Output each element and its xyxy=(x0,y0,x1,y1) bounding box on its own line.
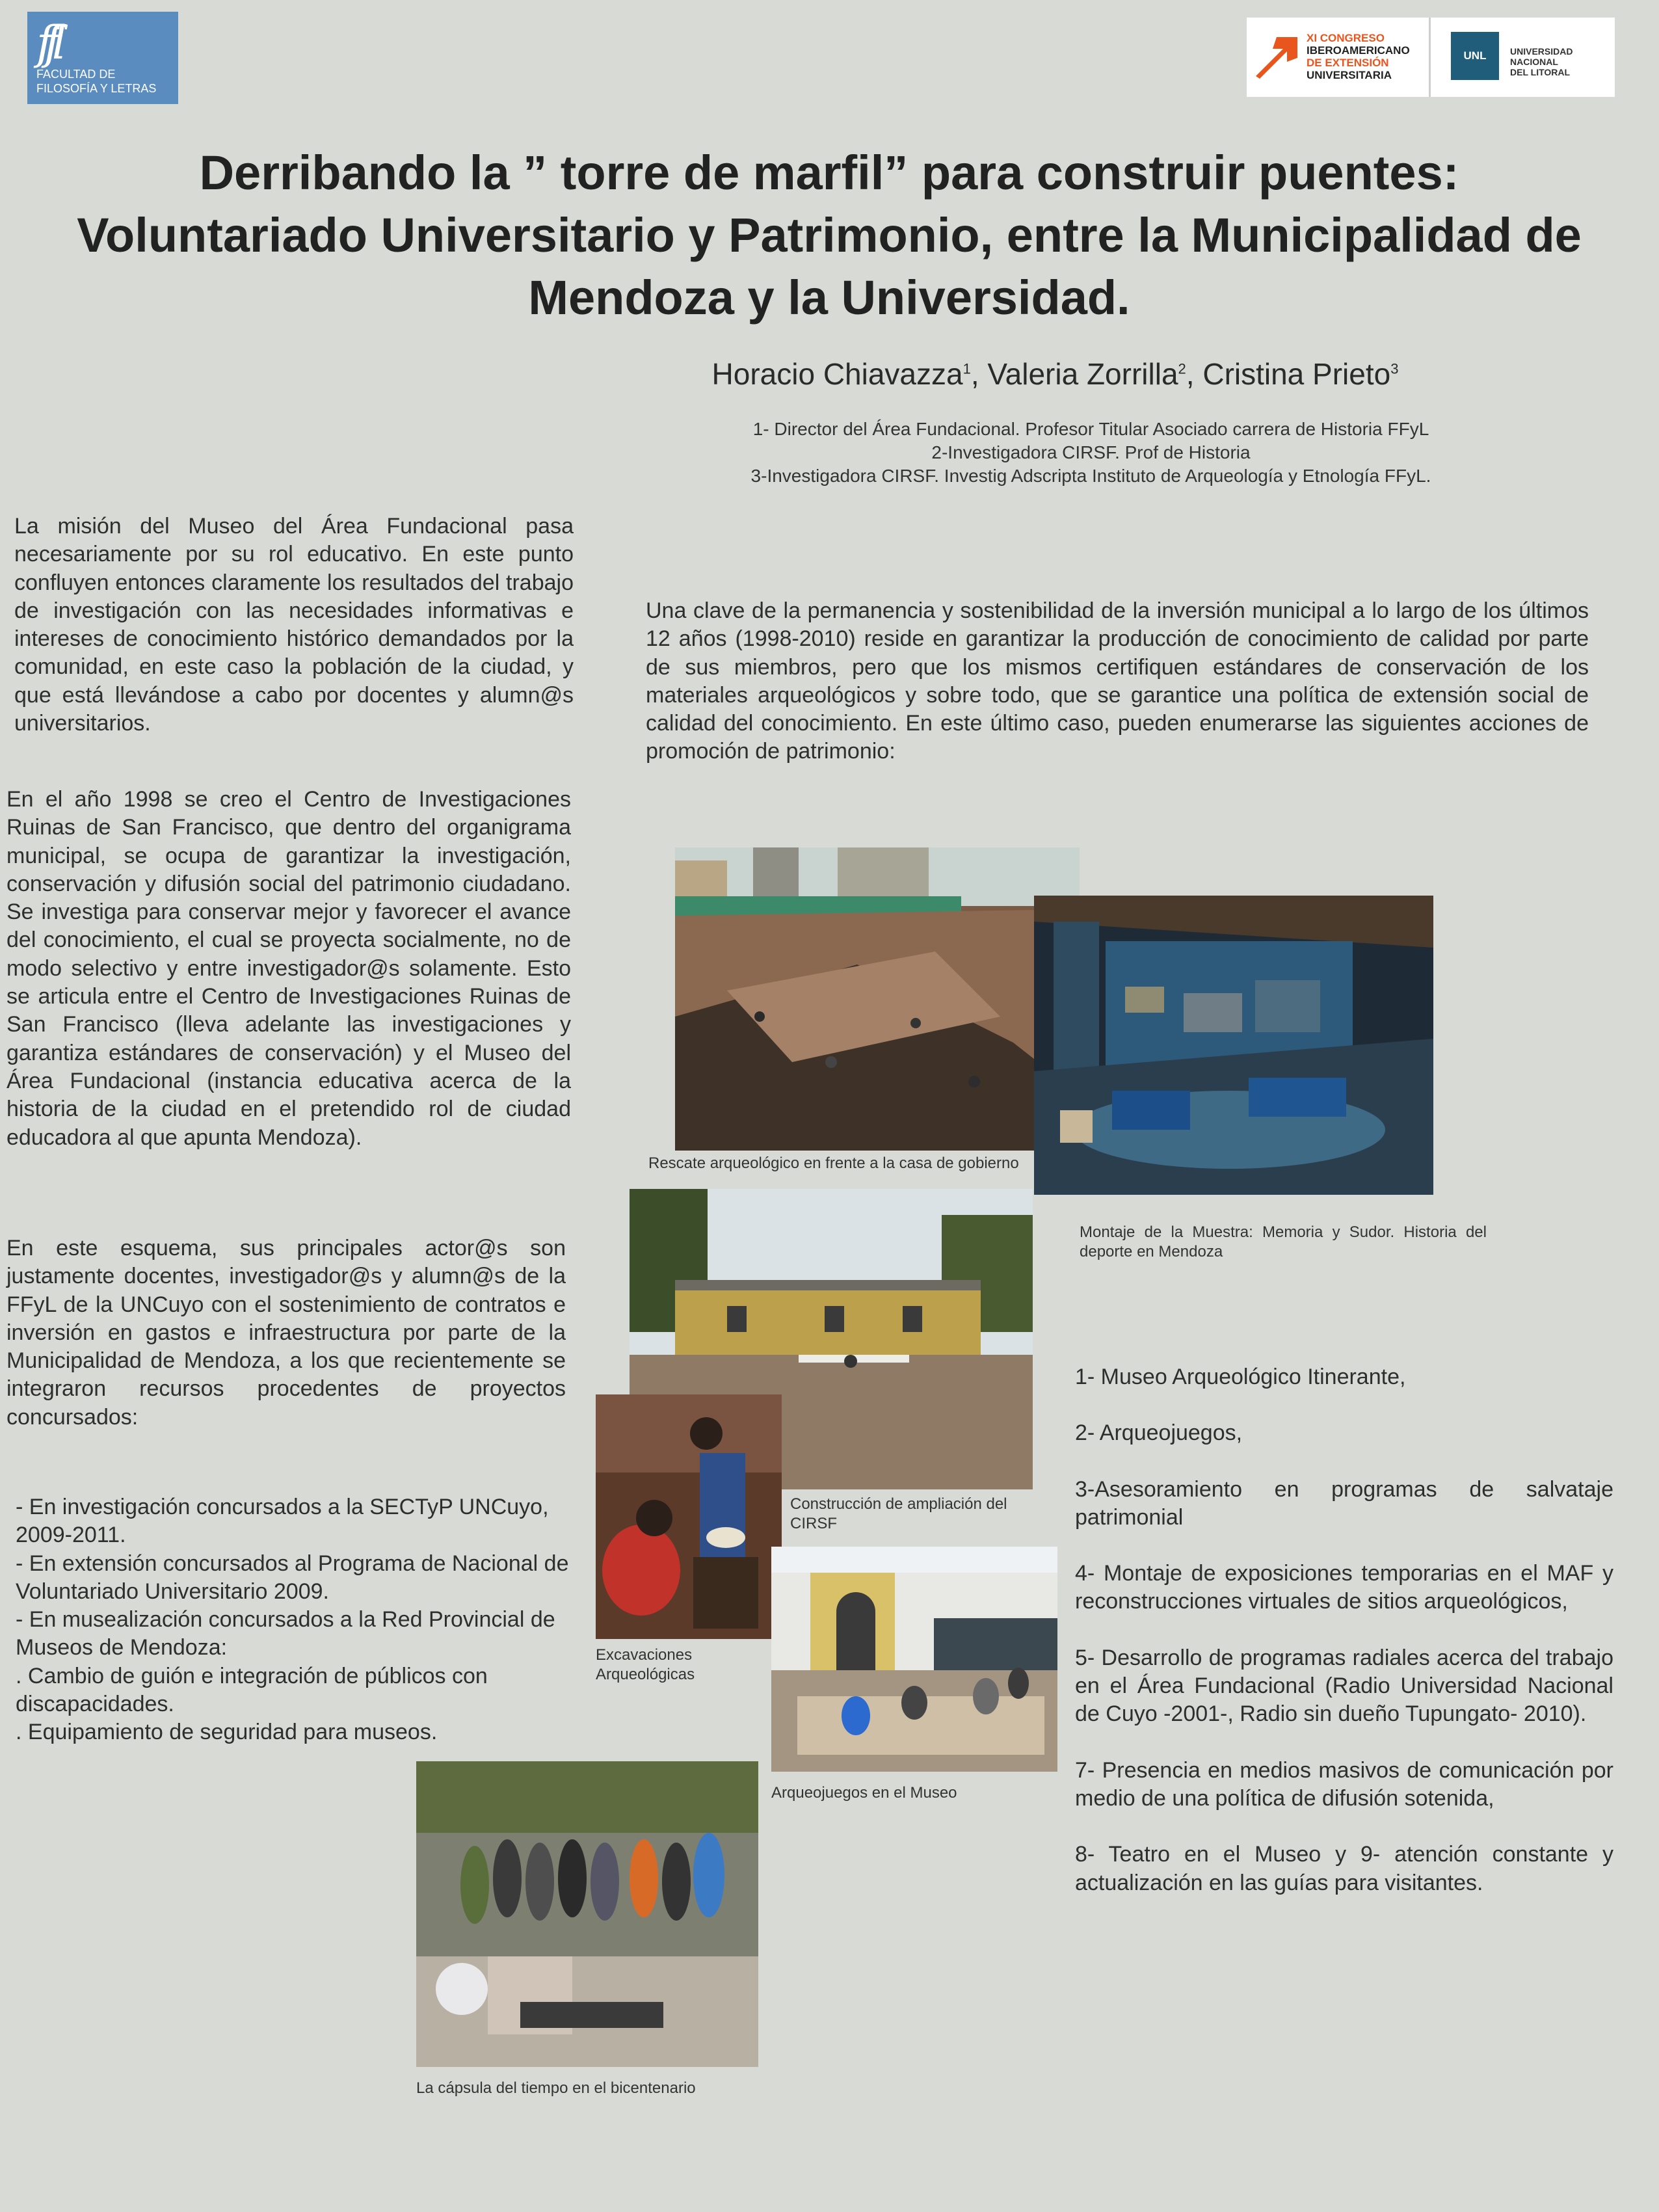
congress-line4: UNIVERSITARIA xyxy=(1307,69,1392,81)
list-item: - En investigación concursados a la SECTyP UNCuyo, 2009-2011. xyxy=(16,1495,549,1548)
actions-list xyxy=(1075,1363,1613,1925)
list-item: . Cambio de guión e integración de públicos con discapacidades. xyxy=(16,1663,488,1717)
ffyl-logo-mark: ffl xyxy=(36,16,58,70)
author-2-sup: 2 xyxy=(1178,360,1186,377)
ffyl-logo-line2: FILOSOFÍA Y LETRAS xyxy=(36,82,157,95)
photo-montaje xyxy=(1034,896,1433,1195)
unl-line1: UNIVERSIDAD NACIONAL xyxy=(1510,46,1573,67)
authors xyxy=(650,356,1460,392)
cirsf-paragraph: En el año 1998 se creo el Centro de Investigaciones Ruinas de San Francisco, que dentro del organigrama municipal, se ocupa de garantizar la investigación, conservación y difusión social del patrimonio ciudadano. Se investiga para conservar mejor y favorecer el avance del conocimiento, el cual se proyecta socialmente, no de modo selectivo y entre investigador@s solamente. Esto se articula entre el Centro de Investigaciones Ruinas de San Francisco (lleva adelante las investigaciones y garantiza estándares de conservación) y el Museo del Área Fundacional (instancia educativa acerca de la historia de la ciudad en el pretendido rol de ciudad educadora al que apunta Mendoza). xyxy=(7,787,571,1150)
ffyl-logo xyxy=(27,12,178,104)
congress-line3: DE EXTENSIÓN xyxy=(1307,57,1389,69)
photo-arqueojuegos xyxy=(771,1547,1057,1772)
author-sep: , xyxy=(970,357,988,391)
author-1: Horacio Chiavazza xyxy=(711,357,963,391)
author-1-sup: 1 xyxy=(962,360,971,377)
author-3-sup: 3 xyxy=(1390,360,1399,377)
author-3: Cristina Prieto xyxy=(1202,357,1391,391)
unl-logo-mark: UNL xyxy=(1451,32,1499,80)
actors-paragraph: En este esquema, sus principales actor@s son justamente docentes, investigador@s y alumn@s de la FFyL de la UNCuyo con el sostenimiento de contratos e inversión en gastos e infraestructura por parte de la Municipalidad de Mendoza, a los que recientemente se integraron recursos procedentes de proyectos concursados: xyxy=(7,1236,566,1430)
photo-rescate xyxy=(675,847,1080,1151)
list-item: 2- Arqueojuegos, xyxy=(1075,1420,1243,1446)
list-item: 4- Montaje de exposiciones temporarias en el MAF y reconstrucciones virtuales de sitios arqueológicos, xyxy=(1075,1561,1613,1614)
list-item: 5- Desarrollo de programas radiales acerca del trabajo en el Área Fundacional (Radio Universidad Nacional de Cuyo -2001-, Radio sin dueño Tupungato- 2010). xyxy=(1075,1645,1613,1727)
caption-arqueojuegos: Arqueojuegos en el Museo xyxy=(771,1784,957,1802)
caption-excavaciones: Excavaciones Arqueológicas xyxy=(596,1646,695,1683)
affiliation-1: 1- Director del Área Fundacional. Profesor Titular Asociado carrera de Historia FFyL xyxy=(752,419,1429,439)
title-line2: Voluntariado Universitario y Patrimonio, entre la Municipalidad de xyxy=(77,208,1582,262)
congress-logo-text xyxy=(1307,32,1410,81)
sustainability-paragraph: Una clave de la permanencia y sostenibilidad de la inversión municipal a lo largo de los últimos 12 años (1998-2010) reside en garantizar la producción de conocimiento de calidad por parte de sus miembros, pero que los mismos certifiquen estándares de conservación de los materiales arqueológicos y sobre todo, que se garantice una política de extensión social de calidad del conocimiento. En este último caso, pueden enumerarse las siguientes acciones de promoción de patrimonio: xyxy=(646,598,1589,764)
caption-capsula: La cápsula del tiempo en el bicentenario xyxy=(416,2079,696,2097)
affiliation-2: 2-Investigadora CIRSF. Prof de Historia xyxy=(931,442,1251,462)
projects-list xyxy=(16,1493,576,1747)
unl-logo-text xyxy=(1510,46,1615,77)
caption-construccion: Construcción de ampliación del CIRSF xyxy=(790,1495,1007,1532)
affiliations xyxy=(650,418,1532,488)
mission-paragraph: La misión del Museo del Área Fundacional pasa necesariamente por su rol educativo. En este punto confluyen entonces claramente los resultados del trabajo de investigación con las necesidades informativas e intereses de conocimiento histórico demandados por la comunidad, en este caso la población de la ciudad, y que está llevándose a cabo por docentes y alumn@s universitarios. xyxy=(14,514,574,736)
list-item: 3-Asesoramiento en programas de salvataje patrimonial xyxy=(1075,1476,1613,1530)
arrow-icon xyxy=(1251,29,1303,81)
ffyl-logo-line1: FACULTAD DE xyxy=(36,68,116,81)
congress-line1: XI CONGRESO xyxy=(1307,32,1385,44)
list-item: 8- Teatro en el Museo y 9- atención constante y actualización en las guías para visitantes. xyxy=(1075,1842,1613,1895)
caption-montaje: Montaje de la Muestra: Memoria y Sudor. Historia del deporte en Mendoza xyxy=(1080,1223,1487,1260)
logo-divider xyxy=(1429,18,1431,97)
affiliation-3: 3-Investigadora CIRSF. Investig Adscripta Instituto de Arqueología y Etnología FFyL. xyxy=(750,466,1431,486)
caption-rescate: Rescate arqueológico en frente a la casa de gobierno xyxy=(648,1154,1019,1172)
photo-excavaciones xyxy=(596,1394,782,1639)
author-sep: , xyxy=(1186,357,1203,391)
list-item: . Equipamiento de seguridad para museos. xyxy=(16,1720,438,1745)
title-line3: Mendoza y la Universidad. xyxy=(528,271,1130,325)
congress-line2: IBEROAMERICANO xyxy=(1307,44,1410,57)
list-item: 1- Museo Arqueológico Itinerante, xyxy=(1075,1365,1406,1389)
photo-capsula xyxy=(416,1761,758,2067)
unl-line2: DEL LITORAL xyxy=(1510,67,1571,77)
title-line1: Derribando la ” torre de marfil” para construir puentes: xyxy=(199,146,1459,200)
list-item: - En extensión concursados al Programa de Nacional de Voluntariado Universitario 2009. xyxy=(16,1551,569,1604)
poster-title xyxy=(13,142,1645,329)
congress-logo xyxy=(1247,18,1615,97)
author-2: Valeria Zorrilla xyxy=(987,357,1178,391)
list-item: - En musealización concursados a la Red Provincial de Museos de Mendoza: xyxy=(16,1607,555,1660)
list-item: 7- Presencia en medios masivos de comunicación por medio de una política de difusión sotenida, xyxy=(1075,1757,1613,1811)
